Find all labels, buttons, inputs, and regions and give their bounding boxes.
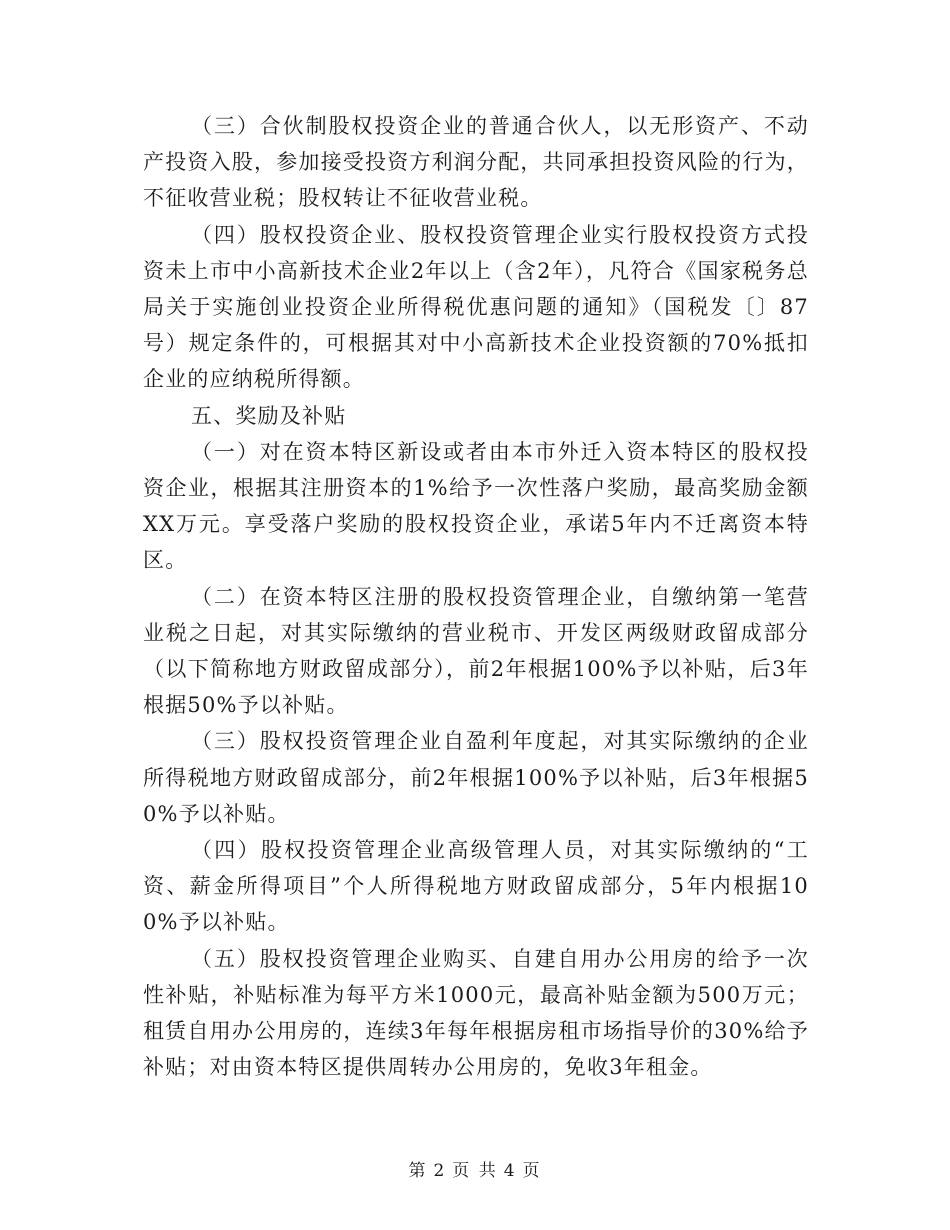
page-label-mid: 页 共: [452, 1161, 498, 1181]
paragraph-personal-income-tax-subsidy: （四）股权投资管理企业高级管理人员，对其实际缴纳的“工资、薪金所得项目”个人所得税地方财政留成部分，5年内根据100%予以补贴。: [143, 838, 809, 935]
paragraph-business-tax-subsidy: （二）在资本特区注册的股权投资管理企业，自缴纳第一笔营业税之日起，对其实际缴纳的营业税市、开发区两级财政留成部分（以下简称地方财政留成部分），前2年根据100%予以补贴，后3年根据50%予以补贴。: [143, 584, 809, 718]
page-footer: [0, 1156, 950, 1181]
document-body: [143, 108, 809, 1085]
paragraph-partnership-business-tax: （三）合伙制股权投资企业的普通合伙人，以无形资产、不动产投资入股，参加接受投资方利润分配，共同承担投资风险的行为，不征收营业税；股权转让不征收营业税。: [143, 114, 809, 211]
paragraph-investment-deduction: （四）股权投资企业、股权投资管理企业实行股权投资方式投资未上市中小高新技术企业2年以上（含2年），凡符合《国家税务总局关于实施创业投资企业所得税优惠问题的通知》（国税发〔〕87号）规定条件的，可根据其对中小高新技术企业投资额的70%抵扣企业的应纳税所得额。: [143, 222, 809, 392]
current-page-number: 2: [433, 1161, 447, 1181]
paragraph-settlement-reward: （一）对在资本特区新设或者由本市外迁入资本特区的股权投资企业，根据其注册资本的1%给予一次性落户奖励，最高奖励金额XX万元。享受落户奖励的股权投资企业，承诺5年内不迁离资本特区。: [143, 439, 809, 573]
paragraph-income-tax-subsidy: （三）股权投资管理企业自盈利年度起，对其实际缴纳的企业所得税地方财政留成部分，前2年根据100%予以补贴，后3年根据50%予以补贴。: [143, 729, 809, 826]
section-heading-rewards-subsidies: 五、奖励及补贴: [191, 403, 347, 428]
total-pages-number: 4: [503, 1161, 517, 1181]
paragraph-office-housing-subsidy: （五）股权投资管理企业购买、自建自用办公用房的给予一次性补贴，补贴标准为每平方米1000元，最高补贴金额为500万元；租赁自用办公用房的，连续3年每年根据房租市场指导价的30%给予补贴；对由资本特区提供周转办公用房的，免收3年租金。: [143, 946, 809, 1080]
page-label-prefix: 第: [408, 1161, 428, 1181]
page-label-suffix: 页: [522, 1161, 542, 1181]
